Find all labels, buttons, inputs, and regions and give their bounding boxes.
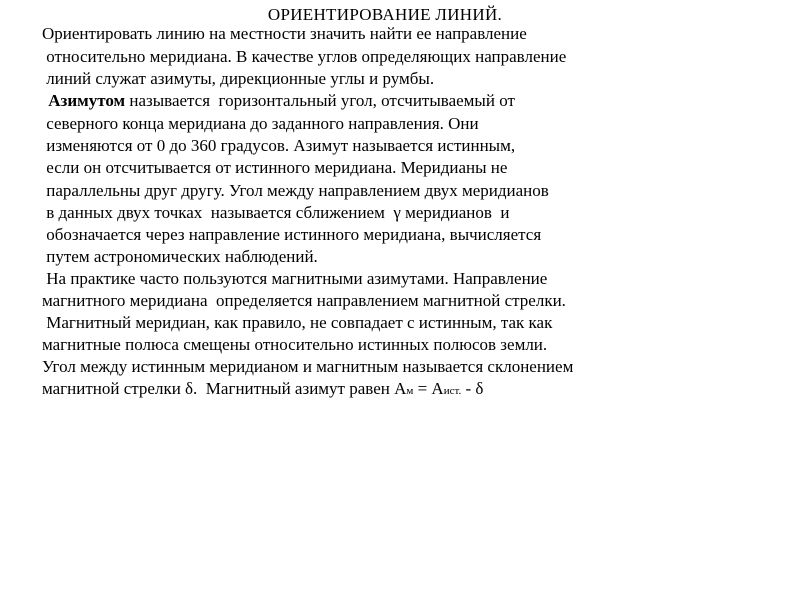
- slide-title: ОРИЕНТИРОВАНИЕ ЛИНИЙ.: [267, 5, 503, 24]
- text-line-azimuth-formula: [42, 378, 483, 402]
- text-line: линий служат азимуты, дирекционные углы и румбы.: [42, 69, 435, 88]
- text-line: На практике часто пользуются магнитными азимутами. Направление: [42, 269, 548, 288]
- text-line: обозначается через направление истинного меридиана, вычисляется: [42, 225, 542, 244]
- text-line: если он отсчитывается от истинного меридиана. Меридианы не: [42, 158, 508, 177]
- text-line-azimuth-definition: [44, 90, 515, 112]
- text-line: магнитные полюса смещены относительно истинных полюсов земли.: [42, 335, 548, 354]
- text-line: северного конца меридиана до заданного направления. Они: [42, 114, 479, 133]
- text-line: путем астрономических наблюдений.: [42, 247, 318, 266]
- formula-tail: - δ: [461, 379, 484, 398]
- text-line: изменяются от 0 до 360 градусов. Азимут называется истинным,: [42, 136, 516, 155]
- text-line: магнитной стрелки δ. Магнитный азимут равен А: [42, 379, 407, 398]
- text-line: магнитного меридиана определяется направлением магнитной стрелки.: [42, 291, 566, 310]
- subscript-m: м: [406, 385, 414, 397]
- text-line: Угол между истинным меридианом и магнитным называется склонением: [42, 357, 574, 376]
- text-line: Магнитный меридиан, как правило, не совпадает с истинным, так как: [42, 313, 553, 332]
- text-line: относительно меридиана. В качестве углов определяющих направление: [42, 47, 567, 66]
- bold-term: Азимутом: [44, 91, 126, 110]
- text-line: параллельны друг другу. Угол между направлением двух меридианов: [42, 181, 549, 200]
- formula-equals: = А: [413, 379, 444, 398]
- text-line: Ориентировать линию на местности значить найти ее направление: [42, 24, 527, 43]
- subscript-ist: ист.: [443, 385, 462, 397]
- text-line: в данных двух точках называется сближением γ меридианов и: [42, 203, 510, 222]
- text-line: называется горизонтальный угол, отсчитываемый от: [125, 91, 515, 110]
